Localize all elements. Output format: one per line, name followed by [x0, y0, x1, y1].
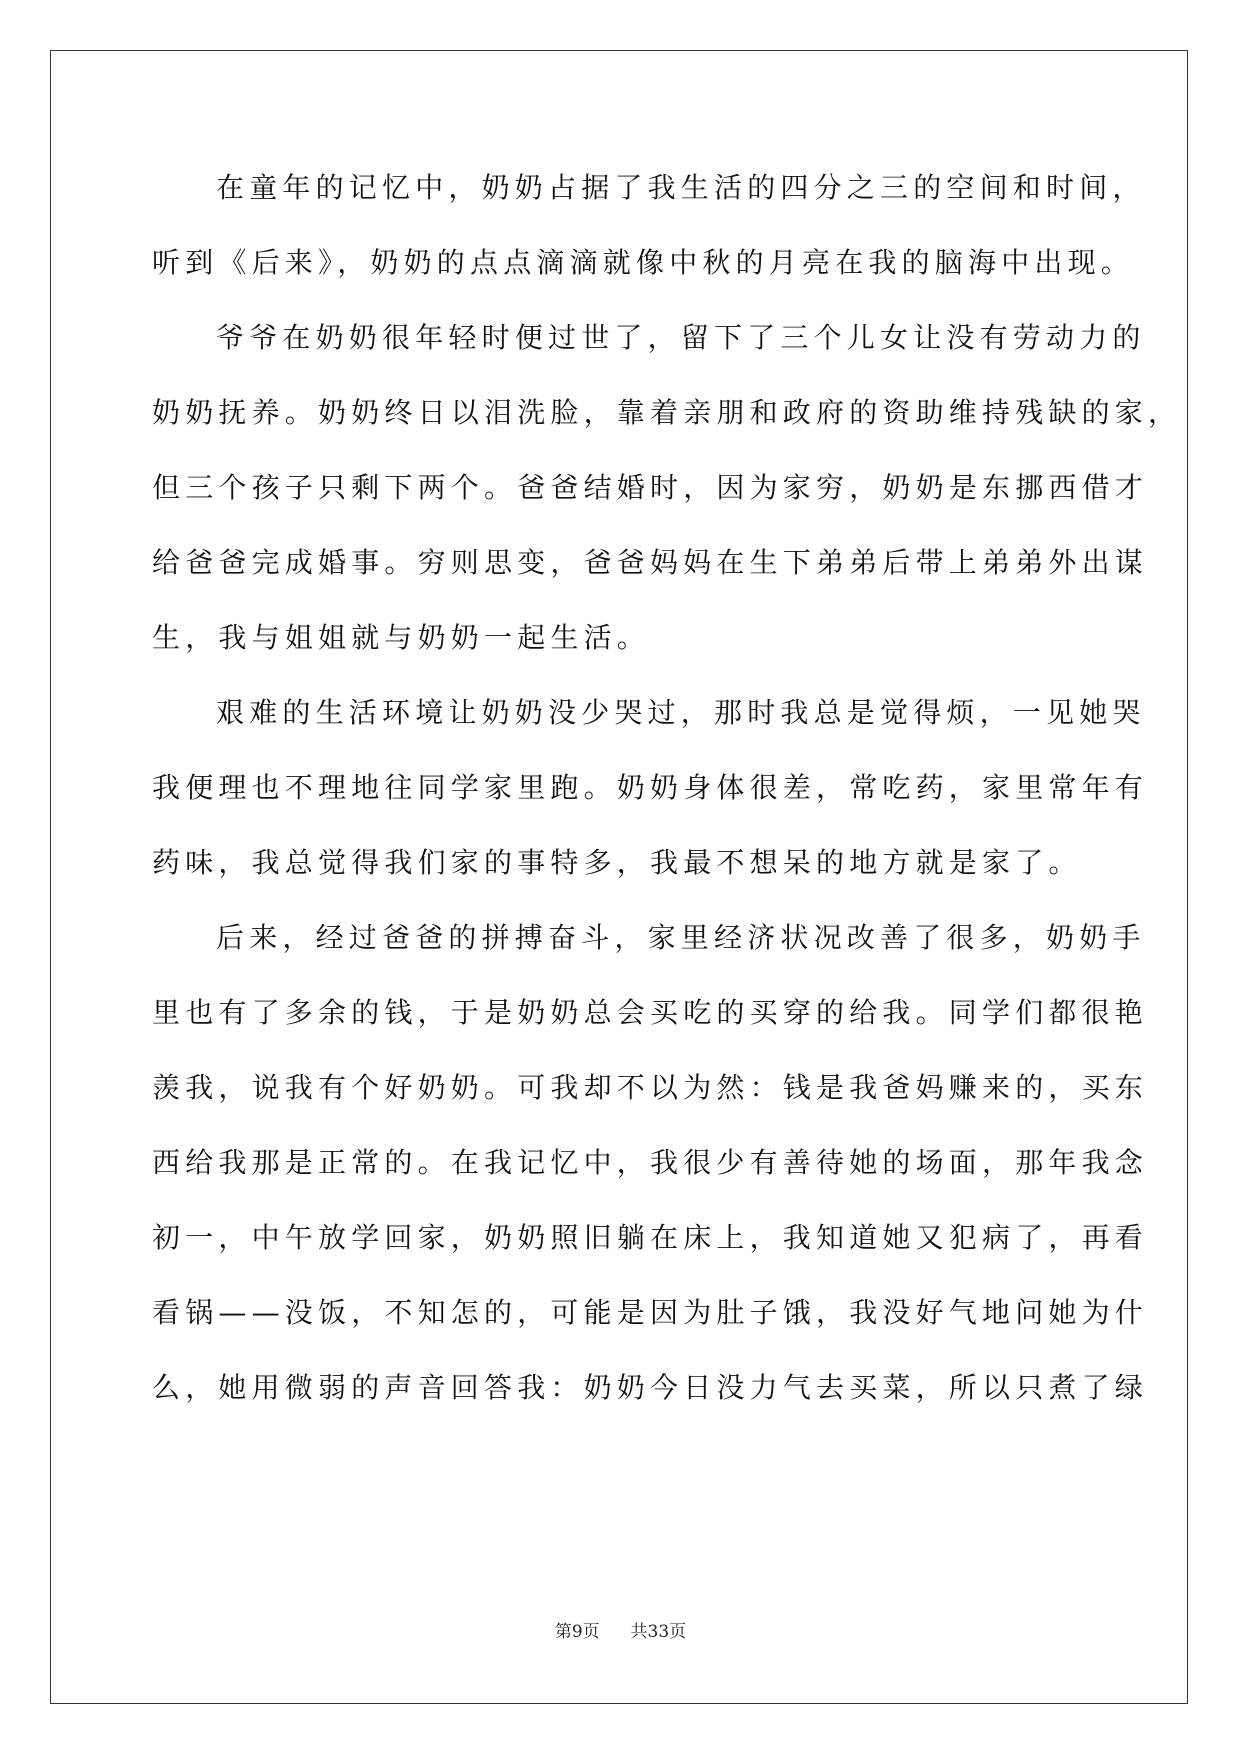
- text-line: 药味，我总觉得我们家的事特多，我最不想呆的地方就是家了。: [152, 846, 1082, 879]
- text-line: 羡我，说我有个好奶奶。可我却不以为然：钱是我爸妈赚来的，买东: [152, 1071, 1149, 1104]
- text-line: 看锅——没饭，不知怎的，可能是因为肚子饿，我没好气地问她为什: [152, 1296, 1149, 1329]
- text-line: 听到《后来》，奶奶的点点滴滴就像中秋的月亮在我的脑海中出现。: [152, 246, 1135, 279]
- text-line: 后来，经过爸爸的拼搏奋斗，家里经济状况改善了很多，奶奶手: [216, 921, 1146, 954]
- text-line: 初一，中午放学回家，奶奶照旧躺在床上，我知道她又犯病了，再看: [152, 1221, 1149, 1254]
- text-line: 么，她用微弱的声音回答我：奶奶今日没力气去买菜，所以只煮了绿: [152, 1371, 1149, 1404]
- text-line: 我便理也不理地往同学家里跑。奶奶身体很差，常吃药，家里常年有: [152, 771, 1149, 804]
- page-number: 第9页: [554, 1622, 600, 1642]
- text-line: 生，我与姐姐就与奶奶一起生活。: [152, 621, 651, 654]
- text-line: 但三个孩子只剩下两个。爸爸结婚时，因为家穷，奶奶是东挪西借才: [152, 471, 1149, 504]
- text-line: 艰难的生活环境让奶奶没少哭过，那时我总是觉得烦，一见她哭: [216, 696, 1146, 729]
- text-line: 奶奶抚养。奶奶终日以泪洗脸，靠着亲朋和政府的资助维持残缺的家，: [152, 396, 1182, 429]
- text-line: 里也有了多余的钱，于是奶奶总会买吃的买穿的给我。同学们都很艳: [152, 996, 1149, 1029]
- page-footer: [0, 1617, 1241, 1642]
- page-total: 共33页: [630, 1622, 687, 1642]
- text-line: 在童年的记忆中，奶奶占据了我生活的四分之三的空间和时间，: [216, 171, 1146, 204]
- text-line: 给爸爸完成婚事。穷则思变，爸爸妈妈在生下弟弟后带上弟弟外出谋: [152, 546, 1149, 579]
- text-line: 爷爷在奶奶很年轻时便过世了，留下了三个儿女让没有劳动力的: [216, 321, 1146, 354]
- text-line: 西给我那是正常的。在我记忆中，我很少有善待她的场面，那年我念: [152, 1146, 1149, 1179]
